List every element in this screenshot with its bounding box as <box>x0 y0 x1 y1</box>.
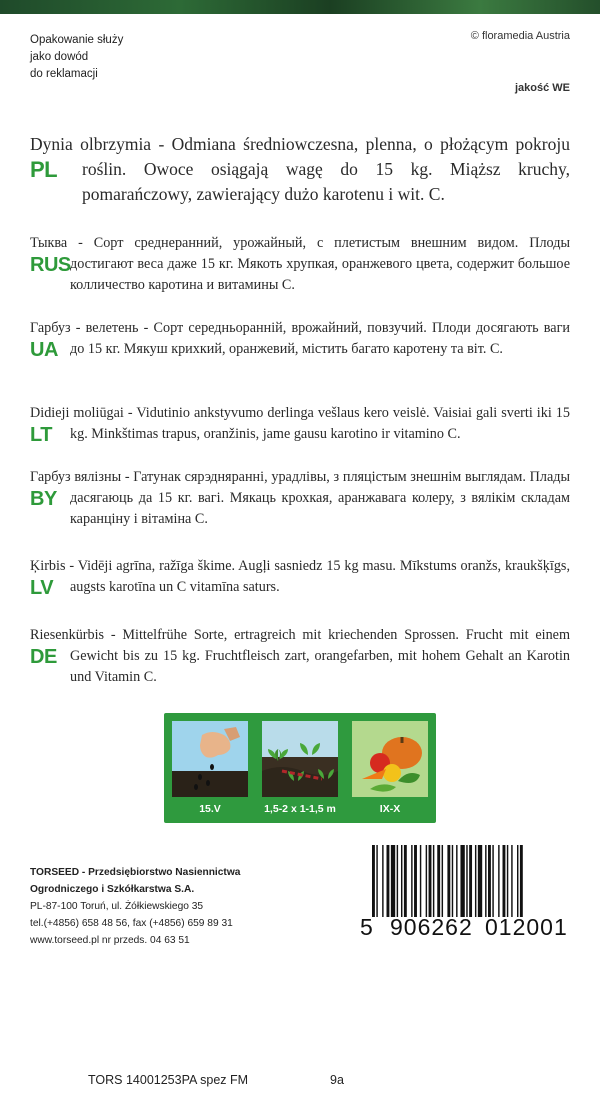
description-text: Riesenkürbis - Mittelfrühe Sorte, ertragreich mit kriechenden Sprossen. Frucht mit einem Gewicht bis zu 15 kg. Fruchtfleisch zart, orangefarben, mit hohem Gehalt an Karotin und Vitamin C. <box>30 627 570 685</box>
notice-line: jako dowód <box>30 51 89 63</box>
harvest-vegetables-icon <box>352 721 428 797</box>
barcode-left-digits: 906262 <box>390 914 473 940</box>
language-code: LT <box>30 424 52 446</box>
barcode-number <box>360 914 580 942</box>
description-lt <box>30 403 570 445</box>
description-text: Didieji moliūgai - Vidutinio ankstyvumo derlinga vešlaus kero veislė. Vaisiai gali sverti iki 15 kg. Minkštimas trapus, oranžinis, jame gausu karotino ir vitamino C. <box>30 405 570 442</box>
notice-line: do reklamacji <box>30 68 98 80</box>
description-ua <box>30 318 570 360</box>
description-rus <box>30 233 570 296</box>
copyright-notice <box>471 30 570 42</box>
sowing-hand-icon <box>172 721 248 797</box>
company-web: www.torseed.pl nr przeds. 04 63 51 <box>30 935 190 946</box>
language-code: LV <box>30 577 54 599</box>
spacing-label: 1,5-2 x 1-1,5 m <box>264 803 336 815</box>
sowing-date-label: 15.V <box>199 803 221 815</box>
company-address: PL-87-100 Toruń, ul. Żółkiewskiego 35 <box>30 901 204 912</box>
language-code: PL <box>30 157 58 182</box>
description-by <box>30 467 570 530</box>
description-de <box>30 625 570 688</box>
description-text: Тыква - Сорт среднеранний, урожайный, с плетистым внешним видом. Плоды достигают веса даже 15 кг. Мякоть хрупкая, оранжевого цвета, содержит большое колличество каротина и витамины С. <box>30 235 570 293</box>
description-text: Гарбуз - велетень - Сорт середньоранній, врожайний, повзучий. Плоди досягають ваги до 15 кг. Мякуш крихкий, оранжевий, містить багато каротену та віт. С. <box>30 320 570 357</box>
sowing-info-panel <box>164 713 436 823</box>
description-lv <box>30 556 570 598</box>
company-name-line1: TORSEED - Przedsiębiorstwo Nasiennictwa <box>30 867 241 878</box>
language-code: BY <box>30 488 57 510</box>
print-code: TORS 14001253PA spez FM <box>88 1073 249 1087</box>
language-code: UA <box>30 339 58 361</box>
quality-mark: jakość WE <box>514 82 570 94</box>
top-photo-strip <box>0 0 600 14</box>
language-code: DE <box>30 646 57 668</box>
language-code: RUS <box>30 254 71 276</box>
seedling-spacing-icon <box>262 721 338 797</box>
copyright-text: © floramedia Austria <box>470 30 570 42</box>
description-pl <box>30 132 570 207</box>
description-text: Гарбуз вялізны - Гатунак сярэдняранні, урадлівы, з пляцістым знешнім выглядам. Плады дасягаюць да 15 кг. вагі. Мякаць крохкая, аранжавага колеру, з вялікім складам каранціну і вітаміна С. <box>30 469 570 527</box>
description-text: Ķirbis - Vidēji agrīna, ražīga škime. Augļi sasniedz 15 kg masu. Mīkstums oranžs, kraukšķīgs, augsts karotīna un C vitamīna saturs. <box>30 558 570 595</box>
harvest-period-label: IX-X <box>379 803 401 815</box>
barcode-first-digit: 5 <box>360 914 374 940</box>
company-name-line2: Ogrodniczego i Szkółkarstwa S.A. <box>30 884 195 895</box>
notice-line: Opakowanie służy <box>30 34 124 46</box>
complaint-notice <box>30 32 210 83</box>
company-info <box>30 864 330 949</box>
company-phone: tel.(+4856) 658 48 56, fax (+4856) 659 89 31 <box>30 918 233 929</box>
print-version: 9a <box>330 1073 344 1087</box>
description-text: Dynia olbrzymia - Odmiana średniowczesna, plenna, o płożącym pokroju roślin. Owoce osiągają wagę do 15 kg. Miąższ kruchy, pomarańczowy, zawierający dużo karotenu i wit. C. <box>30 134 570 204</box>
barcode-right-digits: 012001 <box>485 914 568 940</box>
